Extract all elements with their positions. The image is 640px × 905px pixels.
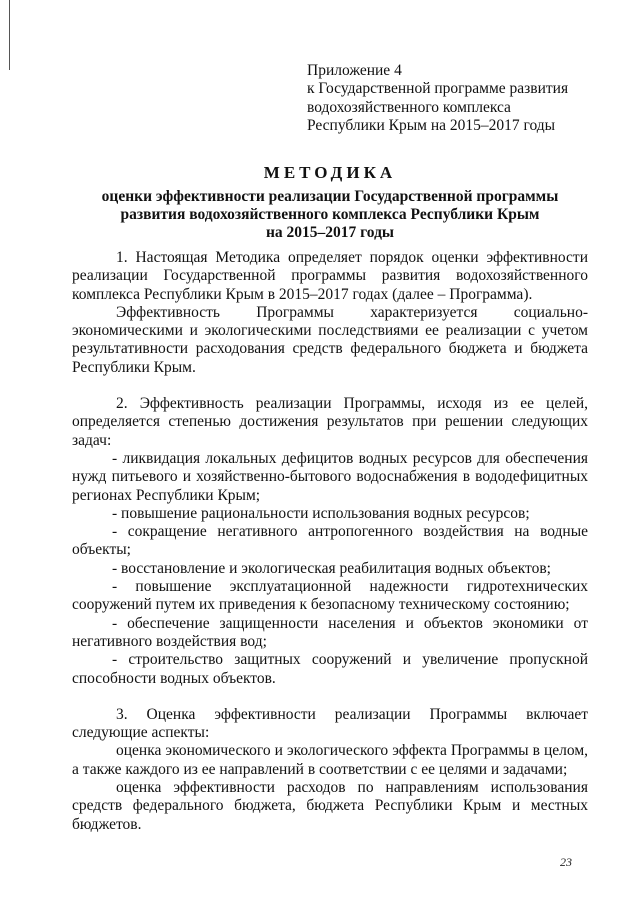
document-heading xyxy=(70,162,590,242)
list-item: оценка эффективности расходов по направлениям использования средств федерального бюджета, бюджета Республики Крым и местных бюджетов. xyxy=(72,779,588,833)
list-item: - строительство защитных сооружений и увеличение пропускной способности водных объектов. xyxy=(72,651,588,687)
page-number: 23 xyxy=(560,855,572,869)
list-item: оценка экономического и экологического эффекта Программы в целом, а также каждого из ее направлений в соответствии с ее целями и задачами; xyxy=(72,742,588,778)
document-subtitle-line: развития водохозяйственного комплекса Республики Крым xyxy=(120,206,540,223)
paragraph-spacer xyxy=(72,377,588,395)
annex-reference-line: Республики Крым на 2015–2017 годы xyxy=(307,116,556,134)
paragraph: 2. Эффективность реализации Программы, исходя из ее целей, определяется степенью достижения результатов при решении следующих задач: xyxy=(72,395,588,449)
document-body xyxy=(72,249,588,834)
annex-reference-line: водохозяйственного комплекса xyxy=(307,98,511,116)
list-item: - ликвидация локальных дефицитов водных ресурсов для обеспечения нужд питьевого и хозяйственно-бытового водоснабжения в вододефицитных регионах Республики Крым; xyxy=(72,449,588,504)
list-item: - повышение эксплуатационной надежности гидротехнических сооружений путем их приведения к безопасному техническому состоянию; xyxy=(72,578,588,614)
paragraph: 1. Настоящая Методика определяет порядок оценки эффективности реализации Государственной программы развития водохозяйственного комплекса Республики Крым в 2015–2017 годах (далее – Программа). xyxy=(72,249,588,303)
list-item: - повышение рациональности использования водных ресурсов; xyxy=(112,504,530,522)
annex-header xyxy=(307,62,607,135)
document-subtitle-line: на 2015–2017 годы xyxy=(265,224,395,241)
list-item: - сокращение негативного антропогенного воздействия на водные объекты; xyxy=(72,523,588,559)
annex-reference-line: к Государственной программе развития xyxy=(307,80,569,98)
document-subtitle-line: оценки эффективности реализации Государственной программы xyxy=(101,188,559,205)
scan-edge-line xyxy=(9,0,10,70)
paragraph: Эффективность Программы характеризуется социально-экономическими и экологическими последствиями ее реализации с учетом результативности расходования средств федерального бюджета и бюджета Республики Крым. xyxy=(72,303,588,376)
paragraph-spacer xyxy=(72,688,588,706)
paragraph: 3. Оценка эффективности реализации Программы включает следующие аспекты: xyxy=(72,705,588,742)
document-title: МЕТОДИКА xyxy=(263,163,397,182)
list-item: - восстановление и экологическая реабилитация водных объектов; xyxy=(112,559,551,577)
list-item: - обеспечение защищенности населения и объектов экономики от негативного воздействия вод; xyxy=(72,614,588,650)
annex-number: Приложение 4 xyxy=(307,62,402,79)
